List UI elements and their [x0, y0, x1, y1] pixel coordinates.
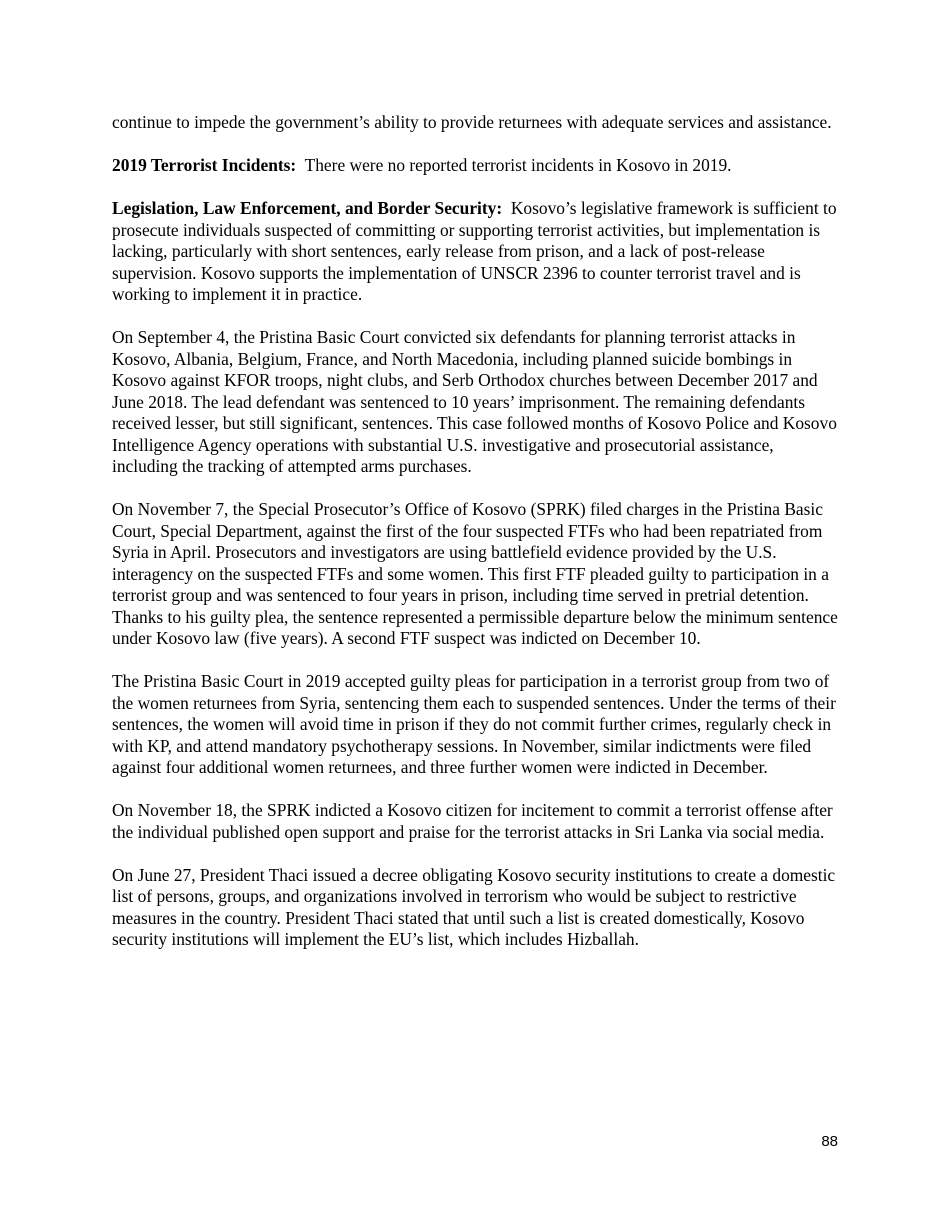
legislation-heading: Legislation, Law Enforcement, and Border Security:	[112, 198, 503, 218]
incidents-heading: 2019 Terrorist Incidents:	[112, 155, 297, 175]
body-paragraph-september-conviction: On September 4, the Pristina Basic Court convicted six defendants for planning terrorist attacks in Kosovo, Albania, Belgium, France, and North Macedonia, including planned suicide bombings in Kosovo against KFOR troops, night clubs, and Serb Orthodox churches between December 2017 and June 2018. The lead defendant was sentenced to 10 years’ imprisonment. The remaining defendants received lesser, but still significant, sentences. This case followed months of Kosovo Police and Kosovo Intelligence Agency operations with substantial U.S. investigative and prosecutorial assistance, including the tracking of attempted arms purchases.	[112, 327, 837, 476]
body-paragraph-women-returnees: The Pristina Basic Court in 2019 accepted guilty pleas for participation in a terrorist group from two of the women returnees from Syria, sentencing them each to suspended sentences. Under the terms of their sentences, the women will avoid time in prison if they do not commit further crimes, regularly check in with KP, and attend mandatory psychotherapy sessions. In November, similar indictments were filed against four additional women returnees, and three further women were indicted in December.	[112, 671, 836, 777]
intro-text: continue to impede the government’s ability to provide returnees with adequate services and assistance.	[112, 112, 832, 132]
incidents-paragraph	[112, 155, 840, 177]
body-paragraph-sprk-charges: On November 7, the Special Prosecutor’s Office of Kosovo (SPRK) filed charges in the Pristina Basic Court, Special Department, against the first of the four suspected FTFs who had been repatriated from Syria in April. Prosecutors and investigators are using battlefield evidence provided by the U.S. interagency on the suspected FTFs and some women. This first FTF pleaded guilty to participation in a terrorist group and was sentenced to four years in prison, including time served in pretrial detention. Thanks to his guilty plea, the sentence represented a permissible departure below the minimum sentence under Kosovo law (five years). A second FTF suspect was indicted on December 10.	[112, 499, 838, 648]
intro-paragraph	[112, 112, 840, 134]
body-paragraph-incitement-indictment: On November 18, the SPRK indicted a Kosovo citizen for incitement to commit a terrorist offense after the individual published open support and praise for the terrorist attacks in Sri Lanka via social media.	[112, 800, 833, 842]
page-number: 88	[821, 1133, 838, 1150]
document-body	[112, 112, 840, 972]
incidents-text: There were no reported terrorist incidents in Kosovo in 2019.	[304, 155, 732, 175]
legislation-paragraph	[112, 198, 840, 306]
body-paragraph-presidential-decree: On June 27, President Thaci issued a decree obligating Kosovo security institutions to create a domestic list of persons, groups, and organizations involved in terrorism who would be subject to restrictive measures in the country. President Thaci stated that until such a list is created domestically, Kosovo security institutions will implement the EU’s list, which includes Hizballah.	[112, 864, 836, 949]
legislation-text: Kosovo’s legislative framework is sufficient to prosecute individuals suspected of committing or supporting terrorist activities, but implementation is lacking, particularly with short sentences, early release from prison, and a lack of post-release supervision. Kosovo supports the implementation of UNSCR 2396 to counter terrorist travel and is working to implement it in practice.	[112, 198, 837, 304]
